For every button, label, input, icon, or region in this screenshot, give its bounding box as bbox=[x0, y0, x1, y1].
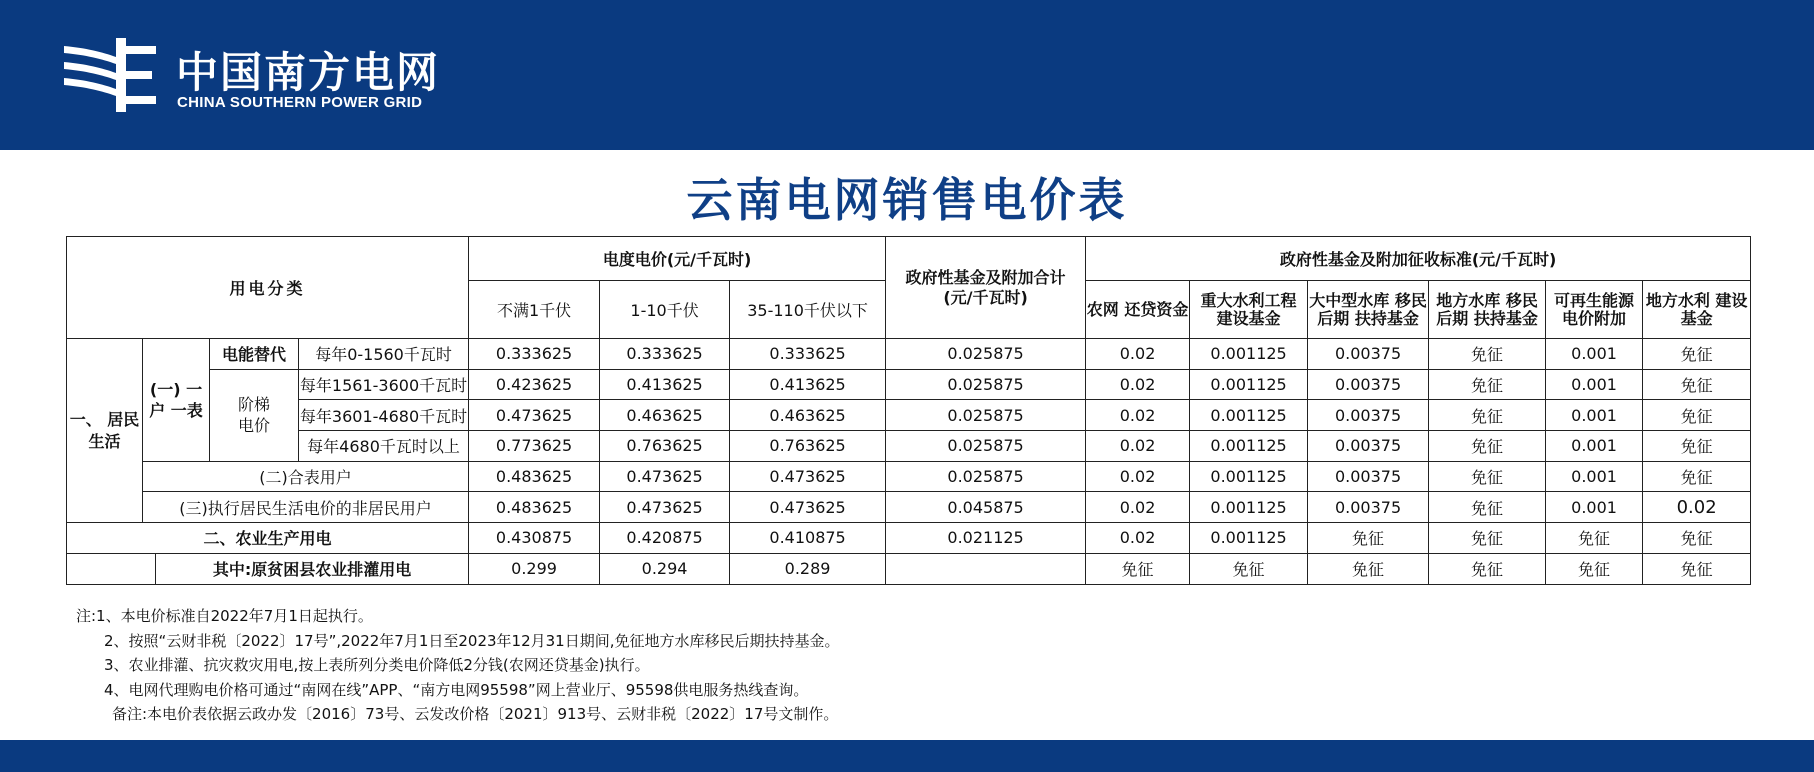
price-cell: 0.473625 bbox=[730, 492, 886, 523]
fund-total-cell: 0.025875 bbox=[886, 369, 1086, 400]
price-cell: 0.410875 bbox=[730, 523, 886, 554]
category-shared-meter: (二)合表用户 bbox=[143, 461, 469, 492]
csg-logo-icon bbox=[64, 38, 160, 112]
fund-total-cell: 0.025875 bbox=[886, 431, 1086, 462]
price-cell: 0.763625 bbox=[730, 431, 886, 462]
header-band bbox=[0, 0, 1814, 150]
price-cell: 0.463625 bbox=[600, 400, 730, 431]
tier-label: 每年3601-4680千瓦时 bbox=[299, 400, 469, 431]
fund-cell: 0.001125 bbox=[1190, 523, 1308, 554]
fund-cell: 0.00375 bbox=[1308, 400, 1429, 431]
note-line: 备注:本电价表依据云政办发〔2016〕73号、云发改价格〔2021〕913号、云财非税〔2022〕17号文制作。 bbox=[112, 705, 839, 723]
table-row bbox=[67, 400, 1751, 431]
category-one-meter: (一) 一户 一表 bbox=[143, 339, 210, 462]
logo-name-cn: 中国南方电网 bbox=[176, 48, 441, 97]
fund-cell: 0.001125 bbox=[1190, 431, 1308, 462]
table-row bbox=[67, 523, 1751, 554]
fund-cell: 0.00375 bbox=[1308, 461, 1429, 492]
fund-cell: 免征 bbox=[1546, 523, 1643, 554]
fund-cell: 0.02 bbox=[1086, 431, 1190, 462]
price-cell: 0.473625 bbox=[469, 400, 600, 431]
price-cell: 0.473625 bbox=[730, 461, 886, 492]
table-row bbox=[67, 431, 1751, 462]
price-cell: 0.763625 bbox=[600, 431, 730, 462]
fund-col-header: 地方水利 建设基金 bbox=[1643, 281, 1751, 339]
price-cell: 0.423625 bbox=[469, 369, 600, 400]
fund-total-header: 政府性基金及附加合计 (元/千瓦时) bbox=[886, 237, 1086, 339]
price-cell: 0.294 bbox=[600, 553, 730, 584]
note-line: 3、农业排灌、抗灾救灾用电,按上表所列分类电价降低2分钱(农网还贷基金)执行。 bbox=[104, 656, 650, 674]
fund-cell: 0.001125 bbox=[1190, 400, 1308, 431]
fund-cell: 免征 bbox=[1643, 339, 1751, 370]
fund-total-cell: 0.025875 bbox=[886, 339, 1086, 370]
table-row bbox=[67, 369, 1751, 400]
tier-label: 每年4680千瓦时以上 bbox=[299, 431, 469, 462]
price-cell: 0.473625 bbox=[600, 492, 730, 523]
price-cell: 0.289 bbox=[730, 553, 886, 584]
fund-cell: 免征 bbox=[1190, 553, 1308, 584]
price-table bbox=[66, 236, 1751, 585]
price-cell: 0.420875 bbox=[600, 523, 730, 554]
notes bbox=[76, 604, 840, 727]
category-residential: 一、 居民 生活 bbox=[67, 339, 143, 523]
fund-cell: 0.02 bbox=[1086, 492, 1190, 523]
fund-cell: 免征 bbox=[1429, 400, 1546, 431]
fund-cell: 免征 bbox=[1429, 461, 1546, 492]
fund-cell: 免征 bbox=[1308, 523, 1429, 554]
fund-col-header: 农网 还贷资金 bbox=[1086, 281, 1190, 339]
price-cell: 0.483625 bbox=[469, 492, 600, 523]
fund-cell: 免征 bbox=[1308, 553, 1429, 584]
fund-group-header: 政府性基金及附加征收标准(元/千瓦时) bbox=[1086, 237, 1751, 281]
fund-cell: 免征 bbox=[1643, 369, 1751, 400]
fund-cell: 0.00375 bbox=[1308, 339, 1429, 370]
price-cell: 0.299 bbox=[469, 553, 600, 584]
fund-cell: 免征 bbox=[1086, 553, 1190, 584]
fund-total-cell: 0.045875 bbox=[886, 492, 1086, 523]
price-col-header: 不满1千伏 bbox=[469, 281, 600, 339]
note-line: 4、电网代理购电价格可通过“南网在线”APP、“南方电网95598”网上营业厅、95598供电服务热线查询。 bbox=[104, 680, 809, 699]
tier-label: 每年1561-3600千瓦时 bbox=[299, 369, 469, 400]
fund-cell: 免征 bbox=[1643, 400, 1751, 431]
fund-cell: 免征 bbox=[1429, 339, 1546, 370]
table-row bbox=[67, 461, 1751, 492]
footer-band bbox=[0, 740, 1814, 772]
price-col-header: 1-10千伏 bbox=[600, 281, 730, 339]
fund-cell: 0.00375 bbox=[1308, 431, 1429, 462]
fund-cell: 免征 bbox=[1643, 553, 1751, 584]
fund-col-header: 大中型水库 移民后期 扶持基金 bbox=[1308, 281, 1429, 339]
note-line: 2、按照“云财非税〔2022〕17号”,2022年7月1日至2023年12月31日期间,免征地方水库移民后期扶持基金。 bbox=[104, 631, 840, 650]
price-cell: 0.430875 bbox=[469, 523, 600, 554]
fund-cell: 0.001 bbox=[1546, 492, 1643, 523]
fund-cell: 0.001125 bbox=[1190, 339, 1308, 370]
fund-cell: 0.00375 bbox=[1308, 369, 1429, 400]
fund-cell: 免征 bbox=[1429, 553, 1546, 584]
fund-cell: 免征 bbox=[1546, 553, 1643, 584]
fund-cell: 免征 bbox=[1643, 523, 1751, 554]
price-cell: 0.473625 bbox=[600, 461, 730, 492]
price-cell: 0.463625 bbox=[730, 400, 886, 431]
price-cell: 0.413625 bbox=[730, 369, 886, 400]
fund-total-cell: 0.025875 bbox=[886, 400, 1086, 431]
fund-cell: 0.001125 bbox=[1190, 369, 1308, 400]
fund-cell: 0.001125 bbox=[1190, 492, 1308, 523]
fund-cell: 0.001 bbox=[1546, 339, 1643, 370]
table-row bbox=[67, 553, 1751, 584]
fund-cell: 0.02 bbox=[1086, 339, 1190, 370]
tier-label: 每年0-1560千瓦时 bbox=[299, 339, 469, 370]
fund-cell: 免征 bbox=[1429, 492, 1546, 523]
price-cell: 0.413625 bbox=[600, 369, 730, 400]
fund-cell: 0.00375 bbox=[1308, 492, 1429, 523]
price-cell: 0.333625 bbox=[600, 339, 730, 370]
logo-name-en: CHINA SOUTHERN POWER GRID bbox=[177, 94, 423, 111]
fund-total-cell: 0.021125 bbox=[886, 523, 1086, 554]
fund-cell: 0.02 bbox=[1086, 461, 1190, 492]
fund-cell: 0.02 bbox=[1086, 369, 1190, 400]
price-col-header: 35-110千伏以下 bbox=[730, 281, 886, 339]
fund-cell: 免征 bbox=[1429, 431, 1546, 462]
category-agriculture: 二、农业生产用电 bbox=[67, 523, 469, 554]
fund-cell: 0.001 bbox=[1546, 461, 1643, 492]
fund-cell: 0.001 bbox=[1546, 369, 1643, 400]
note-line: 注:1、本电价标准自2022年7月1日起执行。 bbox=[76, 607, 373, 625]
fund-cell: 0.001125 bbox=[1190, 461, 1308, 492]
brand-logo bbox=[64, 36, 524, 116]
price-cell: 0.483625 bbox=[469, 461, 600, 492]
fund-cell: 免征 bbox=[1643, 431, 1751, 462]
fund-col-header: 可再生能源 电价附加 bbox=[1546, 281, 1643, 339]
fund-cell: 0.02 bbox=[1086, 400, 1190, 431]
price-cell: 0.773625 bbox=[469, 431, 600, 462]
fund-col-header: 地方水库 移民后期 扶持基金 bbox=[1429, 281, 1546, 339]
price-cell: 0.333625 bbox=[730, 339, 886, 370]
category-poor-county: 其中:原贫困县农业排灌用电 bbox=[156, 553, 469, 584]
price-cell: 0.333625 bbox=[469, 339, 600, 370]
fund-total-cell: 0.025875 bbox=[886, 461, 1086, 492]
table-row bbox=[67, 339, 1751, 370]
fund-cell: 免征 bbox=[1429, 523, 1546, 554]
category-substitution: 电能替代 bbox=[210, 339, 299, 370]
category-header: 用电分类 bbox=[67, 237, 469, 339]
fund-total-cell bbox=[886, 553, 1086, 584]
fund-cell: 0.02 bbox=[1086, 523, 1190, 554]
fund-col-header: 重大水利工程 建设基金 bbox=[1190, 281, 1308, 339]
fund-cell: 0.02 bbox=[1643, 492, 1751, 523]
price-group-header: 电度电价(元/千瓦时) bbox=[469, 237, 886, 281]
table-row bbox=[67, 492, 1751, 523]
fund-cell: 0.001 bbox=[1546, 431, 1643, 462]
fund-cell: 免征 bbox=[1429, 369, 1546, 400]
blank-cell bbox=[67, 553, 156, 584]
category-tiered: 阶梯 电价 bbox=[210, 369, 299, 461]
category-non-resident: (三)执行居民生活电价的非居民用户 bbox=[143, 492, 469, 523]
page-title: 云南电网销售电价表 bbox=[686, 173, 1128, 227]
fund-cell: 免征 bbox=[1643, 461, 1751, 492]
fund-cell: 0.001 bbox=[1546, 400, 1643, 431]
